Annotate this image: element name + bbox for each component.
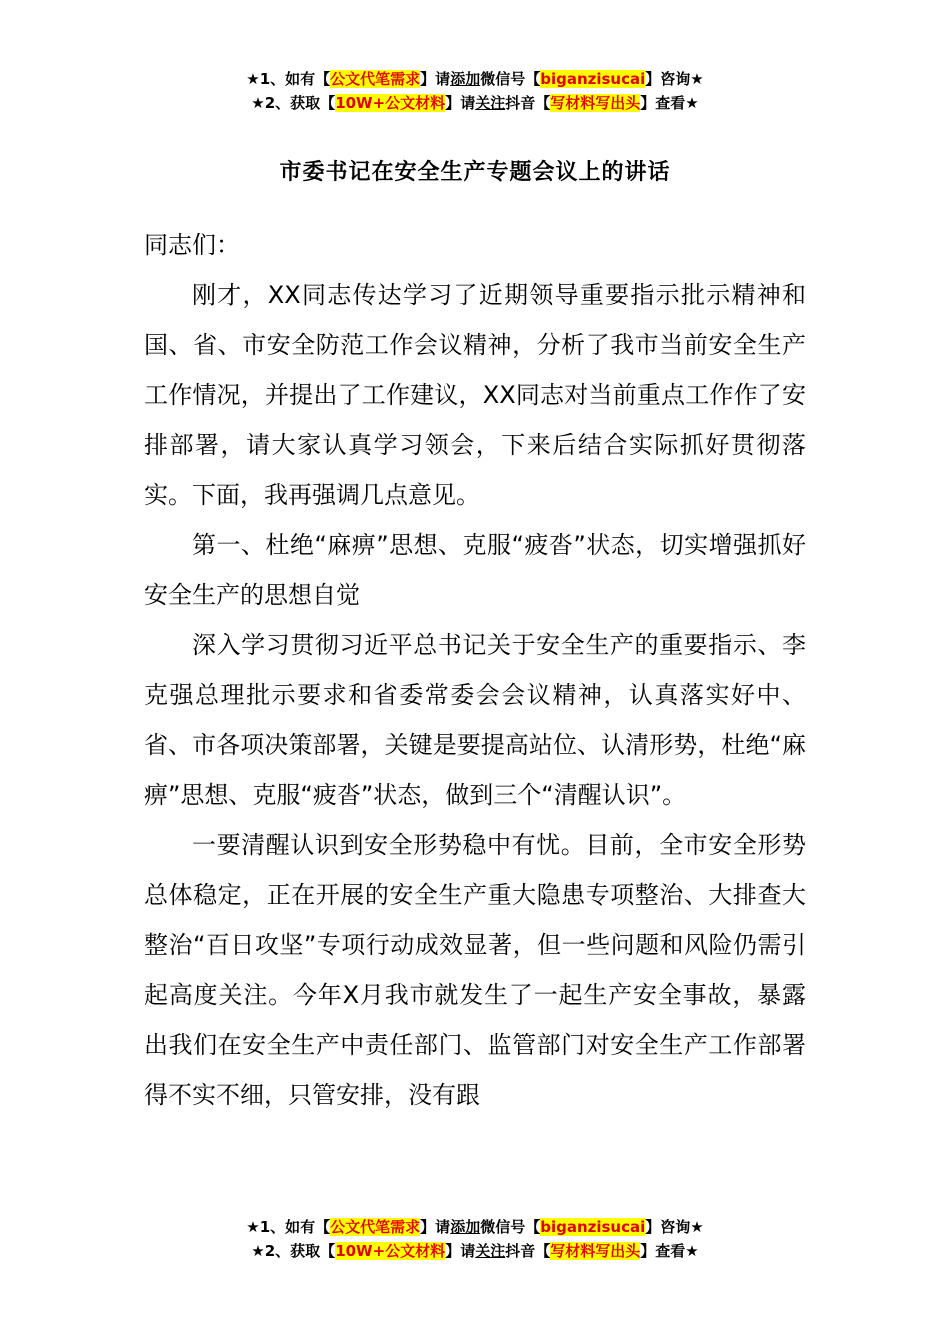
banner-highlight: 公文代笔需求 [330, 1218, 421, 1236]
banner-text: 抖音【 [505, 94, 551, 112]
banner-underlined-text: 关注 [475, 94, 506, 112]
banner-text: ★2、获取【 [251, 1242, 336, 1260]
banner-text: ★1、如有【 [246, 70, 331, 88]
banner-highlight: 写材料写出头 [550, 94, 641, 112]
banner-text: 】请 [445, 94, 476, 112]
banner-text: ★2、获取【 [251, 94, 336, 112]
banner-text: 微信号【 [480, 1218, 541, 1236]
banner-underlined-text: 添加 [450, 70, 481, 88]
banner-line-2 [0, 1239, 950, 1263]
banner-line-1 [0, 1215, 950, 1239]
banner-underlined-text: 添加 [450, 1218, 481, 1236]
banner-text: 】请 [420, 1218, 451, 1236]
banner-underlined-text: 关注 [475, 1242, 506, 1260]
section-heading: 第一、杜绝“麻痹”思想、克服“疲沓”状态，切实增强抓好安全生产的思想自觉 [144, 531, 806, 609]
banner-highlight: biganzisucai [540, 70, 646, 88]
banner-text: ★1、如有【 [246, 1218, 331, 1236]
banner-highlight: 10W+公文材料 [335, 1242, 446, 1260]
banner-highlight: 10W+公文材料 [335, 94, 446, 112]
banner-text: 抖音【 [505, 1242, 551, 1260]
salutation: 同志们： [144, 231, 240, 259]
banner-text: 】请 [445, 1242, 476, 1260]
banner-line-1 [0, 67, 950, 91]
paragraph: 刚才，XX同志传达学习了近期领导重要指示批示精神和国、省、市安全防范工作会议精神，分析了我市当前安全生产工作情况，并提出了工作建议，XX同志对当前重点工作作了安排部署，请大家认真学习领会，下来后结合实际抓好贯彻落实。下面，我再强调几点意见。 [144, 281, 806, 509]
header-banner [0, 67, 950, 115]
banner-text: 】请 [420, 70, 451, 88]
banner-text: 】咨询★ [645, 70, 704, 88]
paragraph: 深入学习贯彻习近平总书记关于安全生产的重要指示、李克强总理批示要求和省委常委会会议精神，认真落实好中、省、市各项决策部署，关键是要提高站位、认清形势，杜绝“麻痹”思想、克服“疲沓”状态，做到三个“清醒认识”。 [144, 631, 806, 809]
banner-text: 】咨询★ [645, 1218, 704, 1236]
banner-highlight: biganzisucai [540, 1218, 646, 1236]
banner-text: 】查看★ [640, 94, 699, 112]
footer-banner [0, 1215, 950, 1263]
banner-text: 】查看★ [640, 1242, 699, 1260]
banner-text: 微信号【 [480, 70, 541, 88]
banner-highlight: 公文代笔需求 [330, 70, 421, 88]
paragraph: 一要清醒认识到安全形势稳中有忧。目前，全市安全形势总体稳定，正在开展的安全生产重大隐患专项整治、大排查大整治“百日攻坚”专项行动成效显著，但一些问题和风险仍需引起高度关注。今年X月我市就发生了一起生产安全事故，暴露出我们在安全生产中责任部门、监管部门对安全生产工作部署得不实不细，只管安排，没有跟 [144, 831, 806, 1109]
document-title: 市委书记在安全生产专题会议上的讲话 [279, 160, 671, 185]
banner-line-2 [0, 91, 950, 115]
document-body [144, 220, 806, 1120]
banner-highlight: 写材料写出头 [550, 1242, 641, 1260]
